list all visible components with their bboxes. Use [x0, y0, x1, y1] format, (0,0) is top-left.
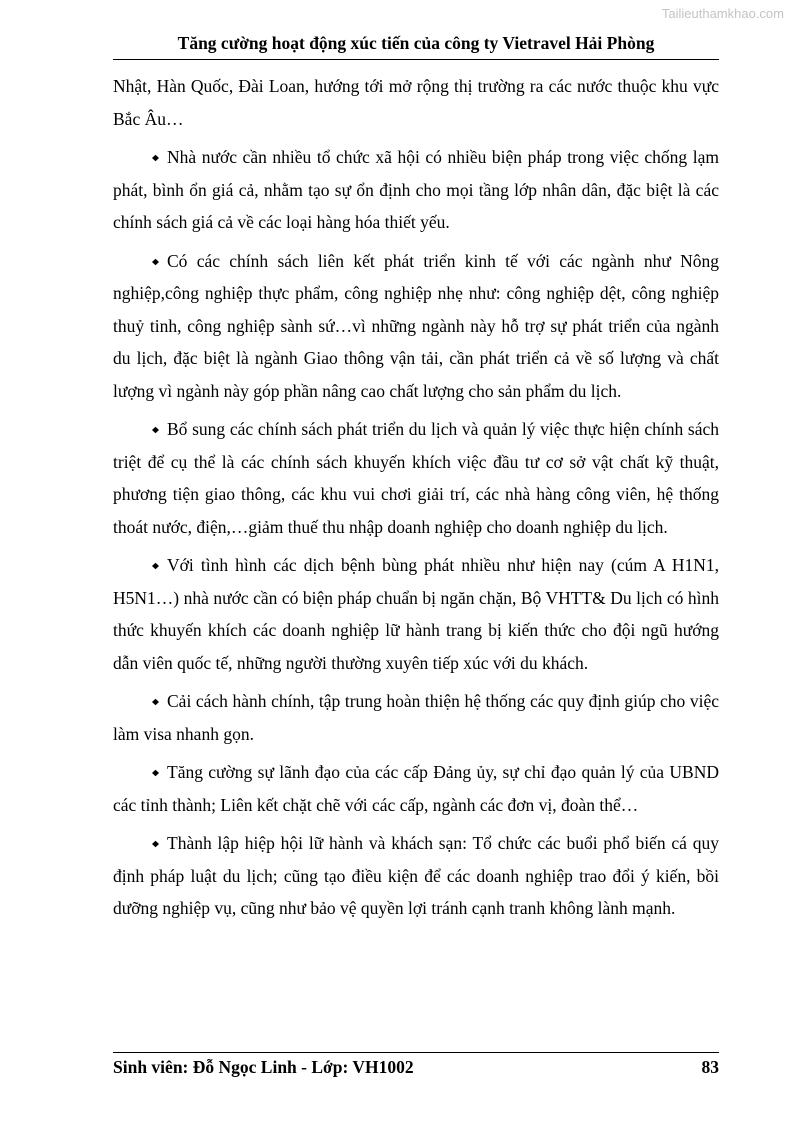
- bullet-paragraph: [113, 685, 719, 750]
- bullet-text: Cải cách hành chính, tập trung hoàn thiện hệ thống các quy định giúp cho việc làm visa nhanh gọn.: [113, 691, 719, 744]
- page-number: 83: [701, 1057, 719, 1077]
- bullet-text: Tăng cường sự lãnh đạo của các cấp Đảng ủy, sự chỉ đạo quản lý của UBND các tỉnh thành; Liên kết chặt chẽ với các cấp, ngành các đơn vị, đoàn thể…: [113, 762, 719, 815]
- bullet-icon: [151, 413, 167, 446]
- bullet-text: Với tình hình các dịch bệnh bùng phát nhiều như hiện nay (cúm A H1N1, H5N1…) nhà nước cần có biện pháp chuẩn bị ngăn chặn, Bộ VHTT& Du lịch có hình thức khuyến khích các doanh nghiệp lữ hành trang bị kiến thức cho đội ngũ hướng dẫn viên quốc tế, những người thường xuyên tiếp xúc với du khách.: [113, 555, 719, 673]
- continuation-paragraph: Nhật, Hàn Quốc, Đài Loan, hướng tới mở rộng thị trường ra các nước thuộc khu vực Bắc Âu…: [113, 76, 719, 129]
- footer-divider: [113, 1052, 719, 1053]
- bullet-icon: [151, 245, 167, 278]
- bullet-icon: [151, 549, 167, 582]
- bullet-paragraph: [113, 413, 719, 543]
- watermark: Tailieuthamkhao.com: [661, 6, 784, 21]
- bullet-icon: [151, 685, 167, 718]
- footer-student-info: Sinh viên: Đỗ Ngọc Linh - Lớp: VH1002: [113, 1057, 414, 1077]
- bullet-icon: [151, 141, 167, 174]
- bullet-text: Nhà nước cần nhiều tổ chức xã hội có nhiều biện pháp trong việc chống lạm phát, bình ổn giá cả, nhằm tạo sự ổn định cho mọi tầng lớp nhân dân, đặc biệt là các chính sách giá cả về các loại hàng hóa thiết yếu.: [113, 147, 719, 232]
- bullet-icon: [151, 756, 167, 789]
- bullet-paragraph: [113, 549, 719, 679]
- bullet-paragraph: [113, 141, 719, 239]
- bullet-icon: [151, 827, 167, 860]
- header-divider: [113, 59, 719, 60]
- page-header-title: Tăng cường hoạt động xúc tiến của công ty Vietravel Hải Phòng: [177, 33, 655, 53]
- bullet-text: Có các chính sách liên kết phát triển kinh tế với các ngành như Nông nghiệp,công nghiệp thực phẩm, công nghiệp nhẹ như: công nghiệp dệt, công nghiệp thuỷ tinh, công nghiệp sành sứ…vì những ngành này hỗ trợ sự phát triển của ngành du lịch, đặc biệt là ngành Giao thông vận tải, cần phát triển cả về số lượng và chất lượng vì ngành này góp phần nâng cao chất lượng cho sản phẩm du lịch.: [113, 250, 719, 401]
- bullet-text: Thành lập hiệp hội lữ hành và khách sạn: Tổ chức các buổi phổ biến cá quy định pháp luật du lịch; cũng tạo điều kiện để các doanh nghiệp trao đổi ý kiến, bồi dưỡng nghiệp vụ, cũng như bảo vệ quyền lợi tránh cạnh tranh không lành mạnh.: [113, 833, 719, 918]
- bullet-text: Bổ sung các chính sách phát triển du lịch và quản lý việc thực hiện chính sách triệt để cụ thể là các chính sách khuyến khích việc đầu tư cơ sở vật chất kỹ thuật, phương tiện giao thông, các khu vui chơi giải trí, các nhà hàng công viên, hệ thống thoát nước, điện,…giảm thuế thu nhập doanh nghiệp cho doanh nghiệp du lịch.: [113, 419, 719, 537]
- bullet-paragraph: [113, 756, 719, 821]
- bullet-paragraph: [113, 245, 719, 408]
- page-body: [113, 70, 719, 925]
- bullet-paragraph: [113, 827, 719, 925]
